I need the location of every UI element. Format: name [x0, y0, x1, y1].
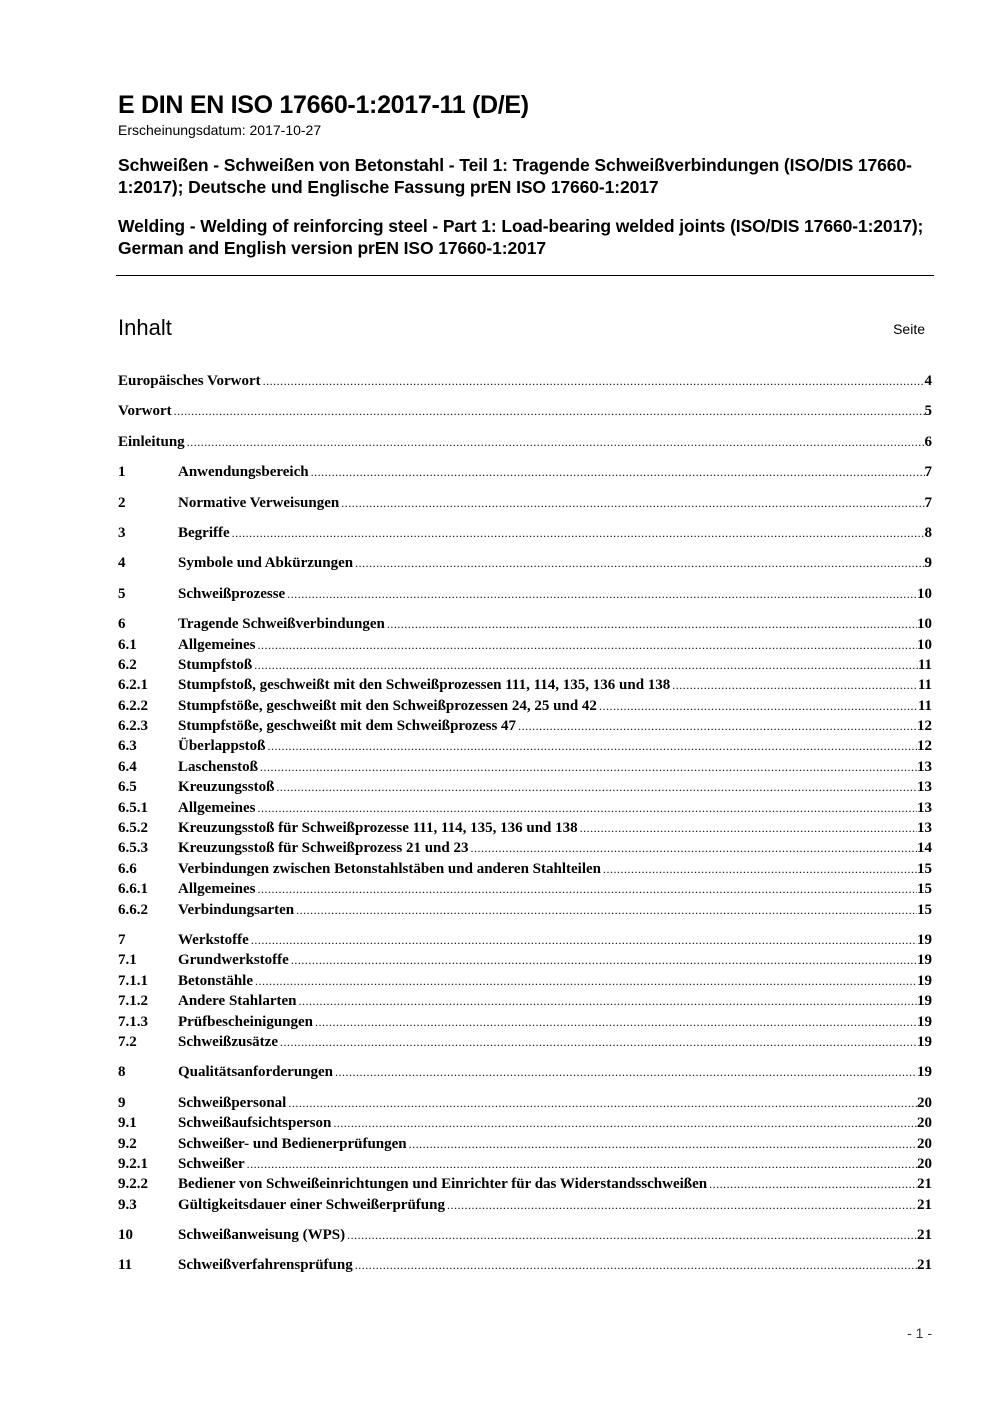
- toc-entry-title: Schweißaufsichtsperson: [178, 1115, 332, 1132]
- toc-entry-title: Allgemeines: [178, 881, 256, 898]
- toc-entry-line: [178, 493, 932, 513]
- toc-leader-dots: [355, 553, 924, 573]
- toc-entry[interactable]: [118, 553, 932, 573]
- toc-entry-title: Bediener von Schweißeinrichtungen und Einrichter für das Widerstandsschweißen: [178, 1176, 708, 1193]
- toc-entry-line: [118, 432, 932, 452]
- toc-entry-page: 11: [917, 677, 932, 694]
- toc-entry-title: Andere Stahlarten: [178, 993, 297, 1010]
- toc-entry-number: 9.3: [118, 1196, 137, 1213]
- toc-header: [118, 315, 925, 341]
- toc-entry-number: 6.6: [118, 860, 137, 877]
- toc-entry[interactable]: [118, 584, 932, 604]
- toc-entry-title: Stumpfstöße, geschweißt mit den Schweißprozessen 24, 25 und 42: [178, 697, 597, 714]
- toc-entry-number: 6.3: [118, 738, 137, 755]
- toc-leader-dots: [263, 371, 925, 391]
- toc-entry-number: 1: [118, 464, 126, 481]
- toc-leader-dots: [187, 432, 925, 452]
- toc-entry-line: [178, 971, 932, 991]
- toc-entry[interactable]: [118, 1093, 932, 1113]
- toc-entry-number: 6.5.1: [118, 799, 148, 816]
- toc-entry-line: [118, 371, 932, 391]
- toc-entry-page: 20: [917, 1115, 932, 1132]
- toc-leader-dots: [387, 614, 917, 634]
- toc-leader-dots: [247, 1154, 917, 1174]
- toc-entry[interactable]: [118, 1154, 932, 1174]
- toc-entry-title: Anwendungsbereich: [178, 464, 309, 481]
- toc-entry-title: Schweißzusätze: [178, 1033, 278, 1050]
- toc-entry-title: Stumpfstoß: [178, 656, 253, 673]
- toc-entry-line: [118, 401, 932, 421]
- toc-entry-number: 7.1.3: [118, 1013, 148, 1030]
- toc-entry-page: 21: [917, 1196, 932, 1213]
- toc-entry[interactable]: [118, 1134, 932, 1154]
- toc-entry-number: 6.2.1: [118, 677, 148, 694]
- toc-entry-page: 21: [917, 1257, 932, 1274]
- toc-entry-page: 11: [917, 656, 932, 673]
- toc-leader-dots: [260, 757, 917, 777]
- toc-entry-page: 20: [917, 1094, 932, 1111]
- toc-entry-line: [178, 1255, 932, 1275]
- toc-entry-title: Gültigkeitsdauer einer Schweißerprüfung: [178, 1196, 445, 1213]
- toc-leader-dots: [409, 1134, 917, 1154]
- toc-entry-title: Einleitung: [118, 433, 185, 450]
- toc-entry[interactable]: [118, 432, 932, 452]
- toc-entry-title: Prüfbescheinigungen: [178, 1013, 314, 1030]
- toc-leader-dots: [288, 1093, 917, 1113]
- toc-entry-page: 6: [924, 433, 932, 450]
- toc-entry[interactable]: [118, 675, 932, 695]
- toc-entry[interactable]: [118, 696, 932, 716]
- toc-leader-dots: [355, 1255, 917, 1275]
- toc-entry-title: Qualitätsanforderungen: [178, 1064, 334, 1081]
- toc-leader-dots: [268, 736, 917, 756]
- toc-entry-number: 11: [118, 1257, 133, 1274]
- toc-entry[interactable]: [118, 655, 932, 675]
- toc-leader-dots: [599, 696, 918, 716]
- toc-leader-dots: [257, 798, 917, 818]
- toc-leader-dots: [257, 635, 917, 655]
- toc-entry-page: 19: [917, 993, 932, 1010]
- toc-leader-dots: [255, 971, 917, 991]
- toc-entry[interactable]: [118, 757, 932, 777]
- toc-leader-dots: [580, 818, 917, 838]
- toc-entry-title: Grundwerkstoffe: [178, 952, 289, 969]
- toc-entry[interactable]: [118, 900, 932, 920]
- toc-entry[interactable]: [118, 818, 932, 838]
- header-divider: [116, 275, 934, 276]
- toc-entry[interactable]: [118, 1113, 932, 1133]
- title-english: Welding - Welding of reinforcing steel - Part 1: Load-bearing welded joints (ISO/DIS 17660-1:2017); German and English version prEN ISO 17660-1:2017: [118, 216, 924, 258]
- toc-entry-line: [178, 1154, 932, 1174]
- toc-entry-page: 20: [917, 1155, 932, 1172]
- toc-entry-page: 7: [924, 464, 932, 481]
- toc-entry-page: 12: [917, 738, 932, 755]
- toc-entry-line: [178, 777, 932, 797]
- toc-entry[interactable]: [118, 991, 932, 1011]
- toc-entry-number: 6.6.1: [118, 881, 148, 898]
- toc-leader-dots: [254, 655, 918, 675]
- toc-entry[interactable]: [118, 462, 932, 482]
- toc-entry-number: 6.2.3: [118, 718, 148, 735]
- toc-entry-title: Schweißprozesse: [178, 585, 286, 602]
- toc-entry-page: 19: [917, 972, 932, 989]
- toc-entry-line: [178, 991, 932, 1011]
- toc-entry-page: 19: [917, 1013, 932, 1030]
- toc-entry-page: 19: [917, 1064, 932, 1081]
- toc-entry-line: [178, 675, 932, 695]
- toc-leader-dots: [672, 675, 918, 695]
- toc-entry-page: 10: [917, 585, 932, 602]
- toc-entry[interactable]: [118, 614, 932, 634]
- toc-entry-line: [178, 1113, 932, 1133]
- toc-entry-line: [178, 523, 932, 543]
- toc-leader-dots: [280, 1032, 917, 1052]
- toc-entry[interactable]: [118, 1062, 932, 1082]
- toc-entry-line: [178, 859, 932, 879]
- toc-leader-dots: [518, 716, 917, 736]
- toc-entry-page: 19: [917, 931, 932, 948]
- toc-entry-page: 20: [917, 1135, 932, 1152]
- toc-entry[interactable]: [118, 523, 932, 543]
- toc-entry-line: [178, 584, 932, 604]
- toc-leader-dots: [251, 930, 917, 950]
- toc-entry-page: 14: [917, 840, 932, 857]
- toc-entry-number: 9.1: [118, 1115, 137, 1132]
- toc-entry-number: 6.4: [118, 758, 137, 775]
- toc-leader-dots: [287, 584, 917, 604]
- toc-leader-dots: [347, 1225, 917, 1245]
- toc-entry-line: [178, 1093, 932, 1113]
- toc-entry-line: [178, 614, 932, 634]
- toc-entry-title: Schweißanweisung (WPS): [178, 1227, 346, 1244]
- toc-entry-number: 6.2.2: [118, 697, 148, 714]
- toc-entry-number: 4: [118, 555, 126, 572]
- toc-entry[interactable]: [118, 879, 932, 899]
- toc-entry-title: Tragende Schweißverbindungen: [178, 616, 385, 633]
- toc-entry-title: Schweißpersonal: [178, 1094, 287, 1111]
- toc-entry-page: 21: [917, 1176, 932, 1193]
- toc-leader-dots: [603, 859, 917, 879]
- toc-leader-dots: [333, 1113, 917, 1133]
- toc-entry-number: 6.1: [118, 636, 137, 653]
- toc-entry-page: 13: [917, 758, 932, 775]
- toc-leader-dots: [276, 777, 917, 797]
- toc-entry-number: 9.2: [118, 1135, 137, 1152]
- toc-entry-number: 7.1: [118, 952, 137, 969]
- toc-entry-line: [178, 930, 932, 950]
- toc-leader-dots: [257, 879, 917, 899]
- toc-entry-number: 5: [118, 585, 126, 602]
- toc-entry-line: [178, 757, 932, 777]
- toc-entry-title: Allgemeines: [178, 636, 256, 653]
- toc-entry-number: 9.2.2: [118, 1176, 148, 1193]
- toc-entry-page: 13: [917, 799, 932, 816]
- toc-leader-dots: [232, 523, 925, 543]
- toc-entry[interactable]: [118, 971, 932, 991]
- toc-entry-line: [178, 950, 932, 970]
- toc-entry-page: 10: [917, 616, 932, 633]
- document-id: E DIN EN ISO 17660-1:2017-11 (D/E): [118, 91, 529, 119]
- toc-entry-line: [178, 1195, 932, 1215]
- toc-entry-title: Schweißverfahrensprüfung: [178, 1257, 353, 1274]
- toc-entry-number: 6: [118, 616, 126, 633]
- toc-entry-title: Schweißer- und Bedienerprüfungen: [178, 1135, 407, 1152]
- toc-entry[interactable]: [118, 493, 932, 513]
- toc-leader-dots: [447, 1195, 917, 1215]
- toc-entry-number: 7: [118, 931, 126, 948]
- toc-entry-line: [178, 798, 932, 818]
- toc-entry-page: 8: [924, 524, 932, 541]
- toc-entry-line: [178, 696, 932, 716]
- toc-entry-number: 9: [118, 1094, 126, 1111]
- toc-entry-number: 6.5.3: [118, 840, 148, 857]
- toc-entry-number: 7.1.2: [118, 993, 148, 1010]
- toc-entry-title: Stumpfstoß, geschweißt mit den Schweißprozessen 111, 114, 135, 136 und 138: [178, 677, 671, 694]
- toc-entry-title: Vorwort: [118, 403, 172, 420]
- toc-entry-line: [178, 716, 932, 736]
- toc-entry-line: [178, 1032, 932, 1052]
- toc-entry-line: [178, 1225, 932, 1245]
- toc-entry-line: [178, 635, 932, 655]
- toc-entry-number: 2: [118, 494, 126, 511]
- toc-entry[interactable]: [118, 798, 932, 818]
- toc-entry-title: Begriffe: [178, 524, 230, 541]
- toc-entry-page: 15: [917, 881, 932, 898]
- toc-entry-page: 15: [917, 901, 932, 918]
- toc-entry-number: 8: [118, 1064, 126, 1081]
- title-german: Schweißen - Schweißen von Betonstahl - Teil 1: Tragende Schweißverbindungen (ISO/DIS 17660-1:2017); Deutsche und Englische Fassung prEN ISO 17660-1:2017: [118, 155, 912, 197]
- toc-entry-line: [178, 879, 932, 899]
- toc-entry-number: 6.5: [118, 779, 137, 796]
- toc-entry[interactable]: [118, 1195, 932, 1215]
- toc-entry-number: 9.2.1: [118, 1155, 148, 1172]
- page-number: - 1 -: [907, 1325, 932, 1341]
- toc-entry-title: Verbindungen zwischen Betonstahlstäben und anderen Stahlteilen: [178, 860, 602, 877]
- toc-entry-page: 11: [917, 697, 932, 714]
- toc-entry-number: 3: [118, 524, 126, 541]
- toc-entry-line: [178, 736, 932, 756]
- toc-entry-page: 9: [924, 555, 932, 572]
- toc-page-label: Seite: [893, 321, 925, 337]
- toc-entry-title: Laschenstoß: [178, 758, 259, 775]
- toc-entry-title: Verbindungsarten: [178, 901, 295, 918]
- toc-entry-title: Betonstähle: [178, 972, 253, 989]
- toc-entry-title: Allgemeines: [178, 799, 256, 816]
- toc-entry[interactable]: [118, 859, 932, 879]
- toc-entry-line: [178, 553, 932, 573]
- toc-entry[interactable]: [118, 777, 932, 797]
- toc-entry-line: [178, 1134, 932, 1154]
- toc-entry-line: [178, 838, 932, 858]
- toc-entry-title: Stumpfstöße, geschweißt mit dem Schweißprozess 47: [178, 718, 517, 735]
- toc-entry[interactable]: [118, 716, 932, 736]
- publication-date: Erscheinungsdatum: 2017-10-27: [118, 122, 322, 138]
- toc-entry-title: Symbole und Abkürzungen: [178, 555, 354, 572]
- toc-entry-title: Werkstoffe: [178, 931, 249, 948]
- toc-entry-number: 7.2: [118, 1033, 137, 1050]
- toc-leader-dots: [311, 462, 925, 482]
- toc-leader-dots: [174, 401, 925, 421]
- toc-leader-dots: [296, 900, 917, 920]
- toc-entry-title: Kreuzungsstoß für Schweißprozess 21 und 23: [178, 840, 469, 857]
- toc-entry-page: 13: [917, 820, 932, 837]
- toc-entry-line: [178, 1012, 932, 1032]
- toc-entry-line: [178, 818, 932, 838]
- toc-entry-page: 10: [917, 636, 932, 653]
- toc-title: Inhalt: [118, 315, 172, 340]
- toc-entry-page: 13: [917, 779, 932, 796]
- toc-leader-dots: [335, 1062, 917, 1082]
- toc-entry-line: [178, 655, 932, 675]
- toc-entry-number: 6.2: [118, 656, 137, 673]
- toc-entry-number: 6.6.2: [118, 901, 148, 918]
- toc-entry-title: Überlappstoß: [178, 738, 266, 755]
- toc-leader-dots: [315, 1012, 917, 1032]
- toc-entry[interactable]: [118, 401, 932, 421]
- toc-leader-dots: [470, 838, 917, 858]
- toc-entry-title: Normative Verweisungen: [178, 494, 340, 511]
- toc-entry[interactable]: [118, 930, 932, 950]
- table-of-contents: [118, 371, 932, 1276]
- toc-leader-dots: [291, 950, 917, 970]
- toc-leader-dots: [298, 991, 917, 1011]
- toc-entry-line: [178, 1062, 932, 1082]
- toc-entry-number: 7.1.1: [118, 972, 148, 989]
- toc-entry-line: [178, 1174, 932, 1194]
- toc-entry[interactable]: [118, 635, 932, 655]
- toc-entry[interactable]: [118, 838, 932, 858]
- toc-entry-page: 5: [924, 403, 932, 420]
- toc-entry-page: 12: [917, 718, 932, 735]
- toc-entry-number: 6.5.2: [118, 820, 148, 837]
- toc-entry-line: [178, 462, 932, 482]
- toc-entry[interactable]: [118, 1012, 932, 1032]
- toc-entry-title: Europäisches Vorwort: [118, 373, 261, 389]
- document-header: [118, 90, 934, 259]
- toc-entry-page: 19: [917, 952, 932, 969]
- toc-entry-line: [178, 900, 932, 920]
- toc-entry-page: 15: [917, 860, 932, 877]
- toc-entry[interactable]: [118, 371, 932, 391]
- toc-entry-title: Kreuzungsstoß: [178, 779, 275, 796]
- toc-entry-page: 19: [917, 1033, 932, 1050]
- toc-entry[interactable]: [118, 1032, 932, 1052]
- toc-leader-dots: [341, 493, 924, 513]
- toc-entry-page: 21: [917, 1227, 932, 1244]
- toc-entry-number: 10: [118, 1227, 133, 1244]
- toc-entry-page: 7: [924, 494, 932, 511]
- toc-entry-title: Kreuzungsstoß für Schweißprozesse 111, 114, 135, 136 und 138: [178, 820, 578, 837]
- toc-entry[interactable]: [118, 1255, 932, 1275]
- toc-entry[interactable]: [118, 736, 932, 756]
- toc-entry[interactable]: [118, 1225, 932, 1245]
- toc-entry[interactable]: [118, 1174, 932, 1194]
- toc-entry-title: Schweißer: [178, 1155, 245, 1172]
- toc-entry[interactable]: [118, 950, 932, 970]
- toc-entry-page: 4: [924, 373, 932, 389]
- toc-leader-dots: [709, 1174, 917, 1194]
